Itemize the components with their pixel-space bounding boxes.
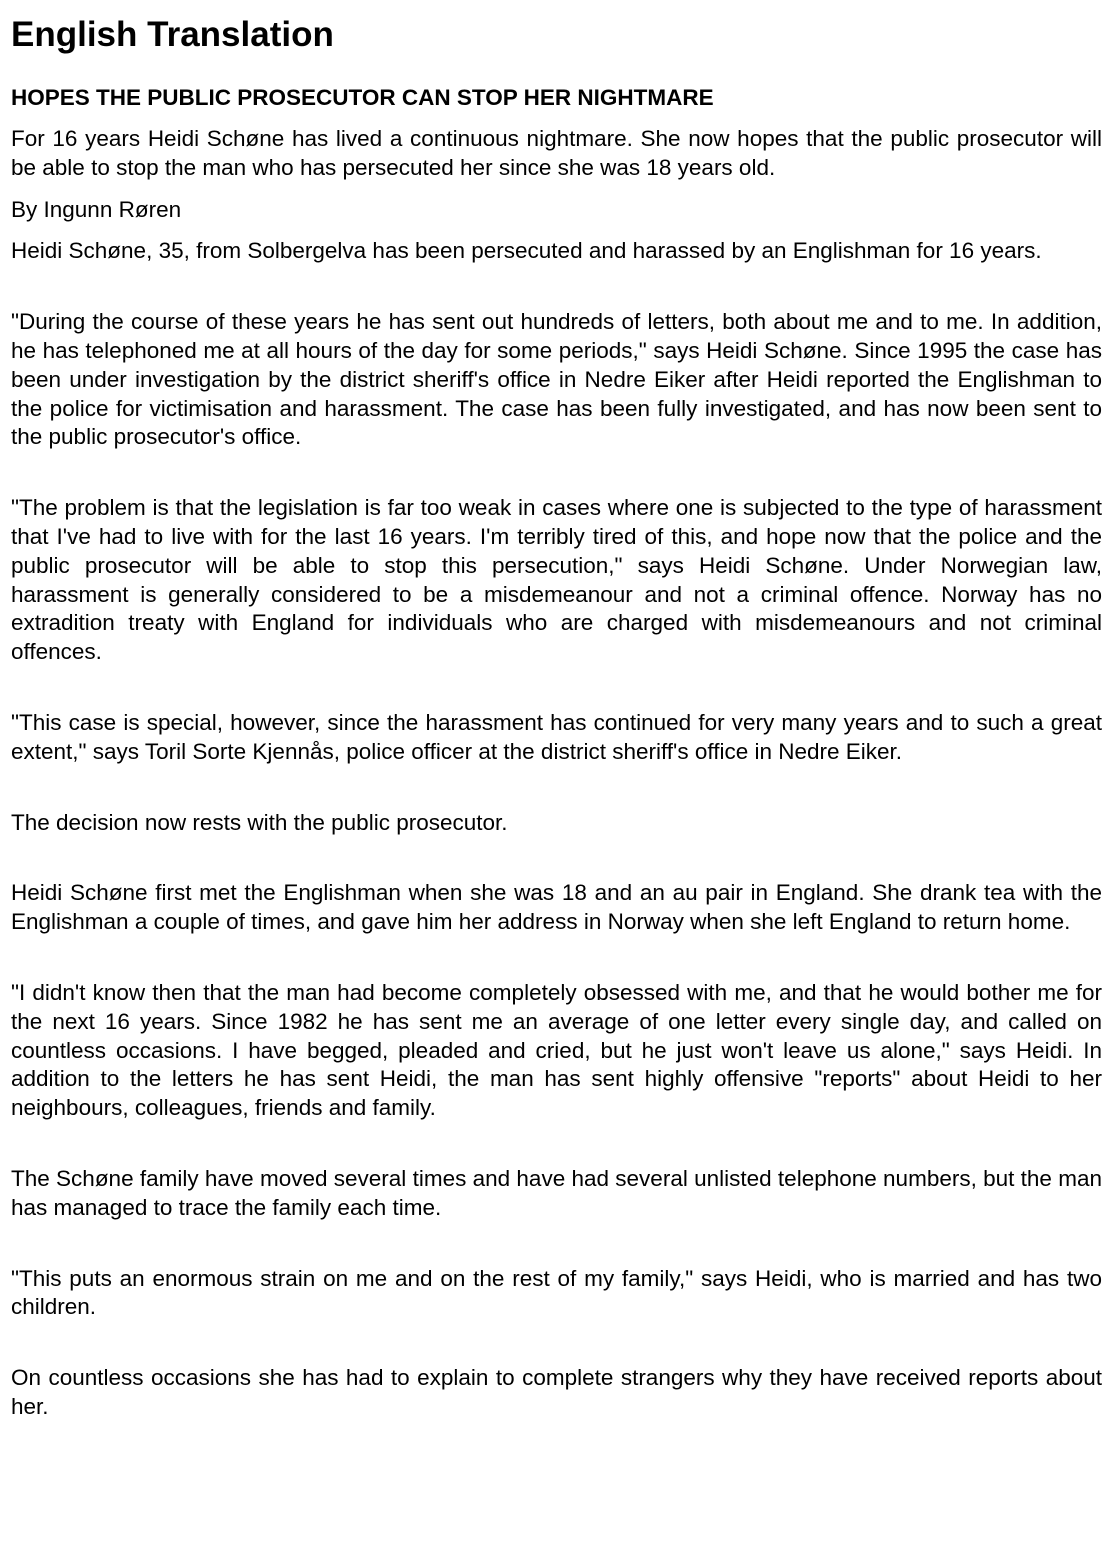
paragraph: "This case is special, however, since the harassment has continued for very many years and to such a great extent," says Toril Sorte Kjennås, police officer at the district sheriff's office in Nedre Eiker.	[11, 709, 1102, 764]
article-headline: HOPES THE PUBLIC PROSECUTOR CAN STOP HER NIGHTMARE	[11, 85, 714, 110]
paragraph: "During the course of these years he has sent out hundreds of letters, both about me and to me. In addition, he has telephoned me at all hours of the day for some periods," says Heidi Schøne. Since 1995 the case has been under investigation by the district sheriff's office in Nedre Eiker after Heidi reported the Englishman to the police for victimisation and harassment. The case has been fully investigated, and has now been sent to the public prosecutor's office.	[11, 309, 1102, 450]
paragraph: "The problem is that the legislation is far too weak in cases where one is subjected to the type of harassment that I've had to live with for the last 16 years. I'm terribly tired of this, and hope now that the police and the public prosecutor will be able to stop this persecution," says Heidi Schøne. Under Norwegian law, harassment is generally considered to be a misdemeanour and not a criminal offence. Norway has no extradition treaty with England for individuals who are charged with misdemeanours and not criminal offences.	[11, 495, 1102, 665]
article-standfirst: For 16 years Heidi Schøne has lived a continuous nightmare. She now hopes that the public prosecutor will be able to stop the man who has persecuted her since she was 18 years old.	[11, 126, 1102, 180]
paragraph: On countless occasions she has had to explain to complete strangers why they have received reports about her.	[11, 1365, 1102, 1419]
paragraph: The decision now rests with the public prosecutor.	[11, 809, 508, 835]
paragraph: Heidi Schøne first met the Englishman when she was 18 and an au pair in England. She drank tea with the Englishman a couple of times, and gave him her address in Norway when she left England to return home.	[11, 880, 1102, 935]
document-title: English Translation	[11, 15, 334, 54]
paragraph: "I didn't know then that the man had become completely obsessed with me, and that he would bother me for the next 16 years. Since 1982 he has sent me an average of one letter every single day, and called on countless occasions. I have begged, pleaded and cried, but he just won't leave us alone," says Heidi. In addition to the letters he has sent Heidi, the man has sent highly offensive "reports" about Heidi to her neighbours, colleagues, friends and family.	[11, 979, 1102, 1121]
article-byline: By Ingunn Røren	[11, 196, 182, 222]
paragraph: The Schøne family have moved several times and have had several unlisted telephone numbers, but the man has managed to trace the family each time.	[11, 1165, 1102, 1220]
paragraph: "This puts an enormous strain on me and on the rest of my family," says Heidi, who is married and has two children.	[11, 1265, 1102, 1320]
paragraph: Heidi Schøne, 35, from Solbergelva has been persecuted and harassed by an Englishman for 16 years.	[11, 238, 1042, 264]
